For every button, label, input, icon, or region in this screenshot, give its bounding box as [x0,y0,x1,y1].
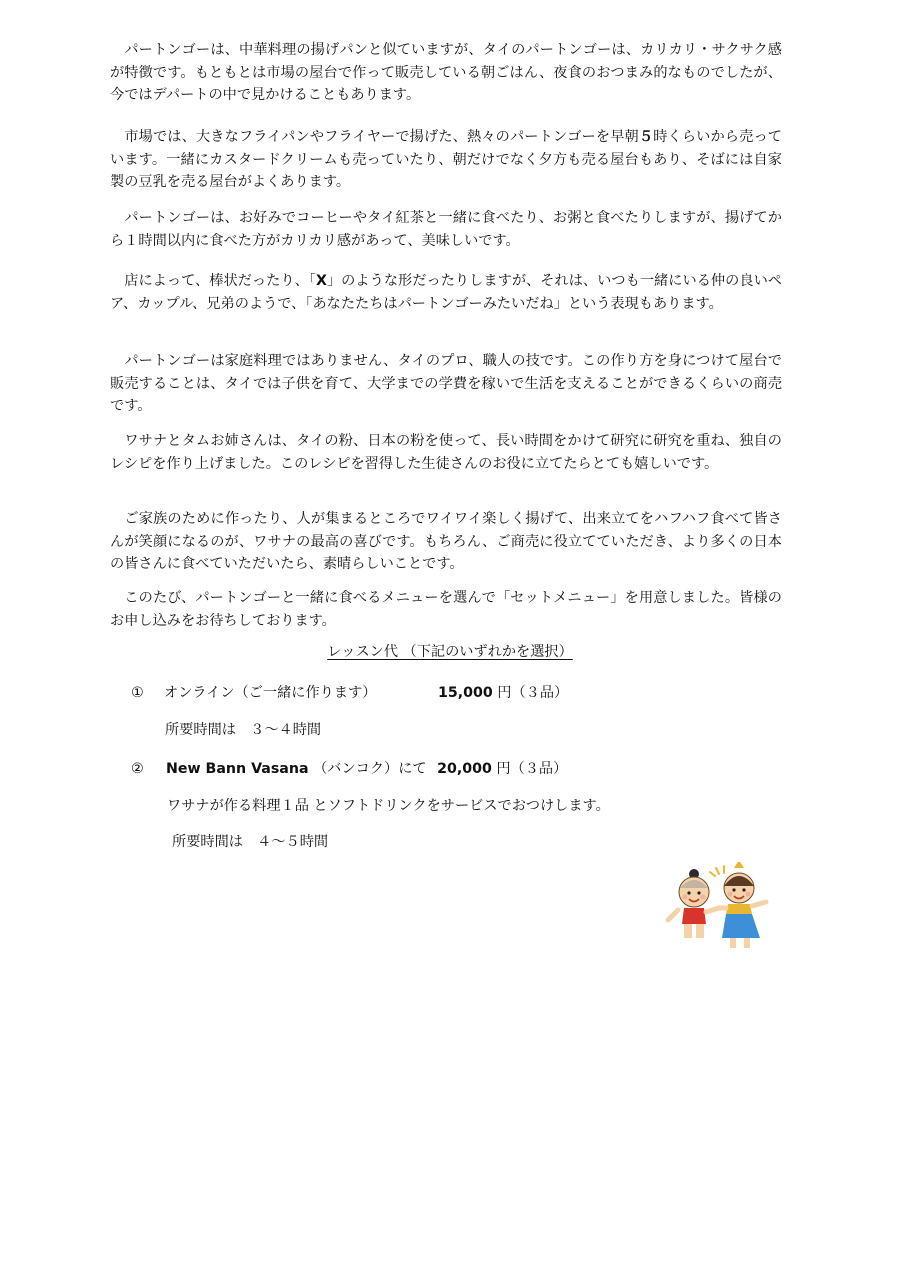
option-bangkok-marker: ② [131,761,144,777]
option-bangkok-venue: New Bann Vasana [166,761,309,777]
paragraph-recipe-text: ワサナとタムお姉さんは、タイの粉、日本の粉を使って、長い時間をかけて研究に研究を重ね、独自のレシピを作り上げました。このレシピを習得した生徒さんのお役に立てたらとても嬉しいです。 [110,433,782,472]
paragraph-market [110,126,782,194]
sparkle-icon [710,866,724,876]
paragraph-craft [110,350,782,418]
option-online-duration-row [165,720,321,740]
option-bangkok-venue-suffix: （バンコク）にて [313,761,427,777]
option-online-row [131,683,144,703]
paragraph-intro-text: パートンゴーは、中華料理の揚げパンと似ていますが、タイのパートンゴーは、カリカリ・サクサク感が特徴です。もともとは市場の屋台で作って販売している朝ごはん、夜食のおつまみ的なものでしたが、今ではデパートの中で見かけることもあります。 [110,42,782,103]
paragraph-how-to-eat-text: パートンゴーは、お好みでコーヒーやタイ紅茶と一緒に食べたり、お粥と食べたりしますが、揚げてから１時間以内に食べた方がカリカリ感があって、美味しいです。 [110,210,782,249]
option-online-price: 15,000 [438,685,493,701]
option-online-label: オンライン（ご一緒に作ります） [164,685,377,701]
option-online-label-row [164,683,376,703]
option-bangkok-price-suffix: 円（３品） [496,761,568,777]
paragraph-joy-text: ご家族のために作ったり、人が集まるところでワイワイ楽しく揚げて、出来立てをハフハフ食べて皆さんが笑顔になるのが、ワサナの最高の喜びです。もちろん、ご商売に役立てていただき、より多くの日本の皆さんに食べていただいたら、素晴らしいことです。 [110,511,782,572]
thai-children-dancing-illustration-icon [664,862,774,952]
paragraph-set-menu [110,587,782,632]
option-online-marker: ① [131,685,144,701]
paragraph-recipe [110,430,782,475]
option-bangkok-price: 20,000 [437,761,492,777]
option-online-price-row [438,683,568,703]
paragraph-shape-text-b: 」のような形だったりしますが、それは、いつも一緒にいる仲の良いペア、カップル、兄弟のようで、「あなたたちはパートンゴーみたいだね」という表現もあります。 [110,273,782,312]
option-bangkok-row [166,759,567,779]
option-bangkok-duration: 所要時間は ４～５時間 [172,834,329,850]
paragraph-joy [110,508,782,576]
paragraph-how-to-eat [110,207,782,252]
paragraph-shape [110,270,782,315]
girl-figure-icon [719,862,766,948]
option-bangkok-duration-row [172,832,328,852]
paragraph-market-hour: ５ [638,129,654,145]
paragraph-intro [110,39,782,107]
lesson-fee-heading-text: レッスン代 （下記のいずれかを選択） [327,644,573,660]
paragraph-shape-x: X [315,273,327,289]
option-bangkok-service-row [167,796,610,816]
paragraph-market-text-b: 時くらいから売っています。一緒にカスタードクリームも売っていたり、朝だけでなく夕方も売る屋台もあり、そばには自家製の豆乳を売る屋台がよくあります。 [110,129,782,190]
paragraph-market-text-a: 市場では、大きなフライパンやフライヤーで揚げた、熱々のパートンゴーを早朝 [110,129,639,145]
paragraph-set-menu-text: このたび、パートンゴーと一緒に食べるメニューを選んで「セットメニュー」を用意しました。皆様のお申し込みをお待ちしております。 [110,590,782,629]
lesson-fee-heading [0,642,900,662]
option-online-price-suffix: 円（３品） [497,685,569,701]
option-online-duration: 所要時間は ３～４時間 [165,722,322,738]
option-bangkok-service: ワサナが作る料理１品 とソフトドリンクをサービスでおつけします。 [167,798,610,814]
boy-figure-icon [668,869,719,938]
paragraph-craft-text: パートンゴーは家庭料理ではありません、タイのプロ、職人の技です。この作り方を身につけて屋台で販売することは、タイでは子供を育て、大学までの学費を稼いで生活を支えることができるくらいの商売です。 [110,353,782,414]
option-bangkok-marker-row [131,759,144,779]
paragraph-shape-text-a: 店によって、棒状だったり、「 [110,273,316,289]
